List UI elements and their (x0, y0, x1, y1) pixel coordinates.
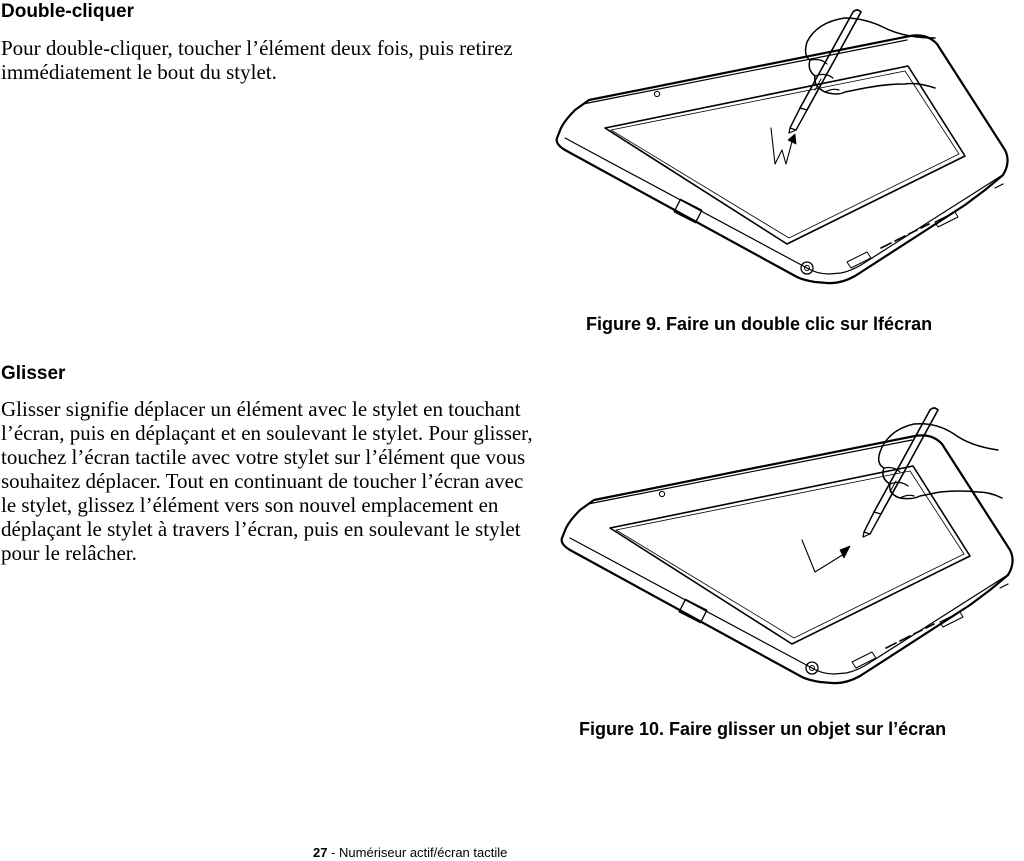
section-heading-double-click: Double-cliquer (1, 1, 135, 22)
footer-section-title: - Numériseur actif/écran tactile (327, 845, 508, 860)
hand-icon (879, 424, 1002, 499)
tablet-icon (557, 35, 1008, 283)
paragraph-double-click: Pour double-cliquer, toucher l’élément deux fois, puis retirez immédiatement le bout du stylet. (1, 36, 513, 84)
figure-9-illustration (545, 0, 1020, 300)
figure-10-illustration (550, 400, 1024, 700)
tablet-icon (562, 435, 1013, 683)
figure-10-caption: Figure 10. Faire glisser un objet sur l’écran (579, 719, 947, 739)
drag-path-arrow-icon (802, 540, 850, 572)
figure-9-caption: Figure 9. Faire un double clic sur lfécran (586, 314, 933, 334)
section-heading-drag: Glisser (1, 363, 66, 384)
paragraph-drag: Glisser signifie déplacer un élément avec le stylet en touchant l’écran, puis en déplaçant et en soulevant le stylet. Pour glisser, touchez l’écran tactile avec votre stylet sur l’élément que vous souhaitez déplacer. Tout en continuant de toucher l’écran avec le stylet, glissez l’élément vers son nouvel emplacement en déplaçant le stylet à travers l’écran, puis en soulevant le stylet pour le relâcher. (1, 397, 533, 565)
stylus-icon (789, 10, 861, 133)
page-footer (313, 845, 507, 861)
page-number: 27 (313, 845, 328, 860)
double-tap-marks-icon (771, 128, 796, 164)
